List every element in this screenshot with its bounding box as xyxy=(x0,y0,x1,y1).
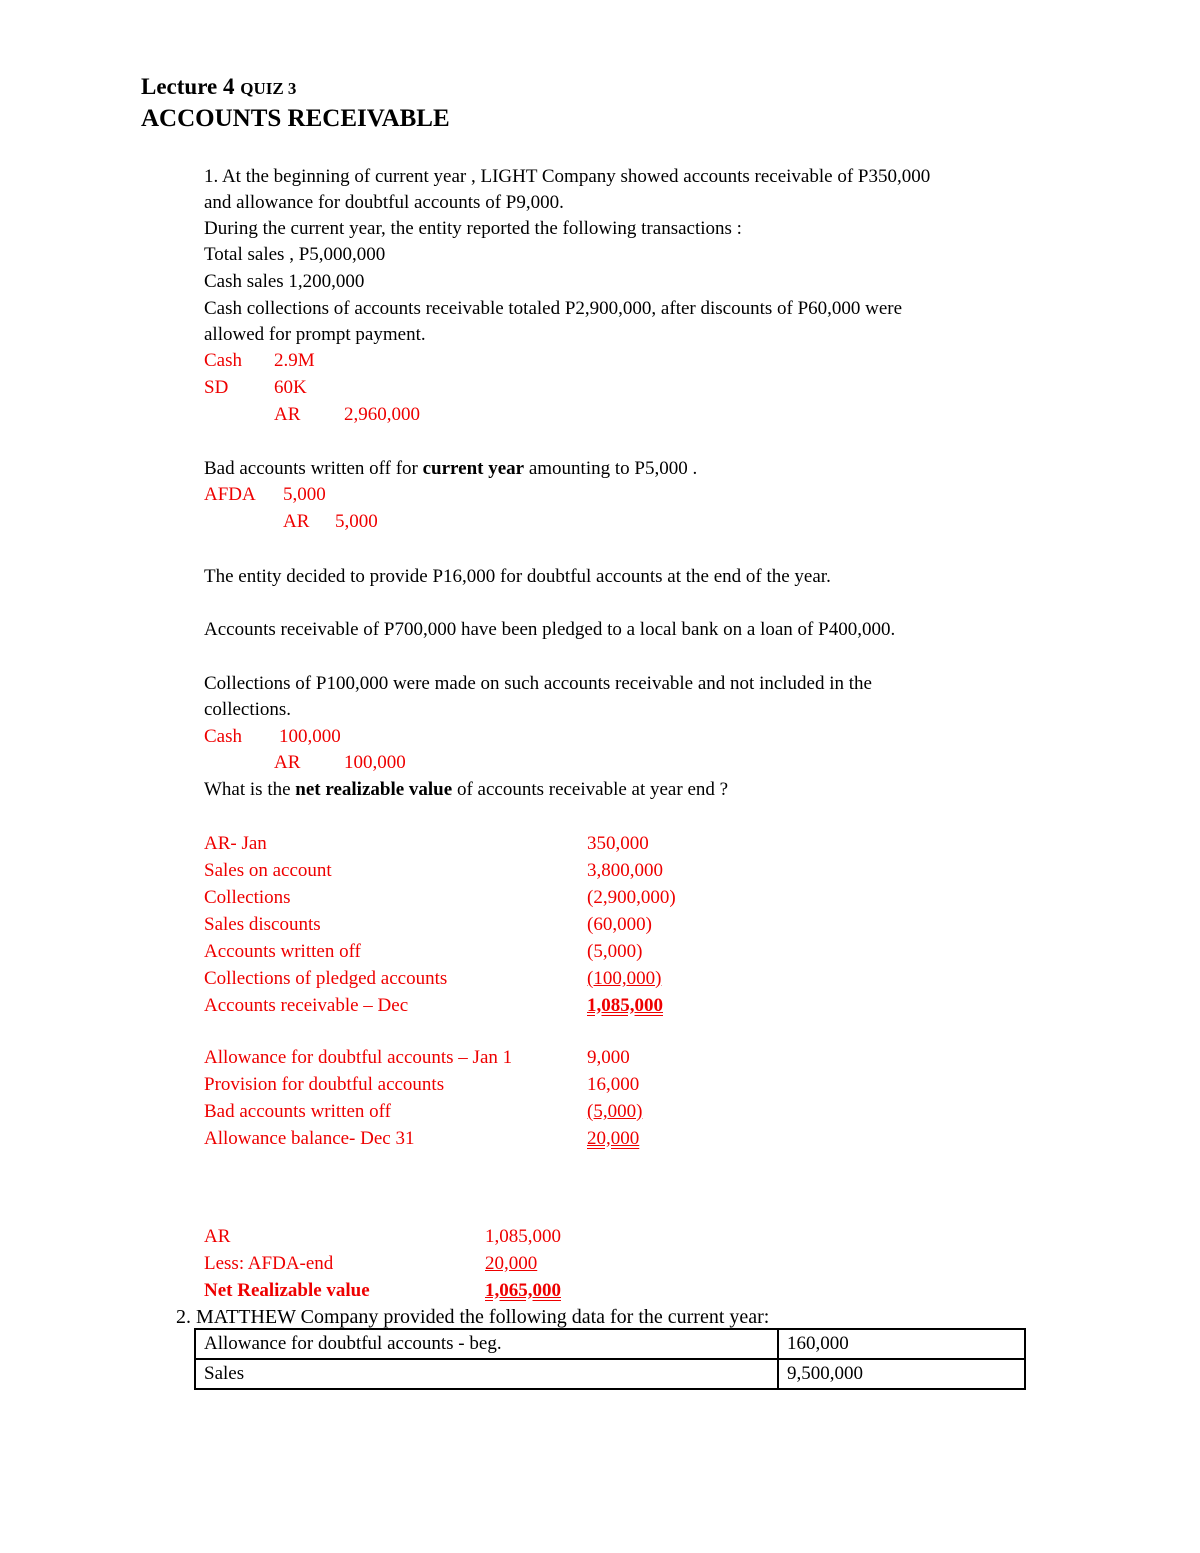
quiz-label: QUIZ 3 xyxy=(240,79,297,98)
entry2-ar-label: AR xyxy=(283,511,310,532)
allowance-schedule-total-value: 20,000 xyxy=(587,1128,640,1149)
question-bold: net realizable value xyxy=(295,779,453,800)
allowance-schedule-label: Provision for doubtful accounts xyxy=(204,1074,445,1095)
nrv-ar-label: AR xyxy=(204,1226,231,1247)
allowance-schedule-value: (5,000) xyxy=(587,1101,643,1122)
entry1-ar-amount: 2,960,000 xyxy=(344,404,420,425)
problem1-collections-line1: Cash collections of accounts receivable totaled P2,900,000, after discounts of P60,000 were xyxy=(204,298,903,319)
entry3-cash-amount: 100,000 xyxy=(279,726,341,747)
ar-schedule-label: Sales discounts xyxy=(204,914,321,935)
allowance-schedule-value: 9,000 xyxy=(587,1047,630,1068)
entry1-ar-label: AR xyxy=(274,404,301,425)
entry3-ar-amount: 100,000 xyxy=(344,752,406,773)
problem1-cash-sales: Cash sales 1,200,000 xyxy=(204,271,365,292)
nrv-total-label: Net Realizable value xyxy=(204,1280,370,1301)
lecture-heading xyxy=(141,76,296,100)
entry1-sd-label: SD xyxy=(204,377,229,398)
problem1-provide: The entity decided to provide P16,000 for doubtful accounts at the end of the year. xyxy=(204,566,831,587)
ar-schedule-total-label: Accounts receivable – Dec xyxy=(204,995,409,1016)
table-row xyxy=(195,1359,1025,1389)
ar-schedule-label: Sales on account xyxy=(204,860,332,881)
problem1-total-sales: Total sales , P5,000,000 xyxy=(204,244,386,265)
ar-schedule-value: (2,900,000) xyxy=(587,887,676,908)
ar-schedule-label: Collections of pledged accounts xyxy=(204,968,448,989)
allowance-schedule-label: Bad accounts written off xyxy=(204,1101,391,1122)
problem1-question xyxy=(204,779,728,801)
entry3-ar-label: AR xyxy=(274,752,301,773)
ar-schedule-value: (60,000) xyxy=(587,914,652,935)
allowance-schedule-total-label: Allowance balance- Dec 31 xyxy=(204,1128,415,1149)
table-cell-label: Allowance for doubtful accounts - beg. xyxy=(195,1329,778,1359)
problem1-collections-line2: allowed for prompt payment. xyxy=(204,324,426,345)
table-row xyxy=(195,1329,1025,1359)
problem1-intro-line2: and allowance for doubtful accounts of P9,000. xyxy=(204,192,564,213)
ar-schedule-total-value: 1,085,000 xyxy=(587,995,663,1016)
question-post: of accounts receivable at year end ? xyxy=(452,779,729,800)
ar-schedule-label: Accounts written off xyxy=(204,941,361,962)
ar-schedule-value: (100,000) xyxy=(587,968,662,989)
bad-accounts-pre: Bad accounts written off for xyxy=(204,458,423,479)
allowance-schedule-label: Allowance for doubtful accounts – Jan 1 xyxy=(204,1047,513,1068)
page-title: ACCOUNTS RECEIVABLE xyxy=(141,105,450,132)
entry3-cash-label: Cash xyxy=(204,726,242,747)
question-pre: What is the xyxy=(204,779,296,800)
problem1-pledged: Accounts receivable of P700,000 have been pledged to a local bank on a loan of P400,000. xyxy=(204,619,896,640)
problem2-table xyxy=(194,1328,1026,1390)
ar-schedule-value: 3,800,000 xyxy=(587,860,663,881)
nrv-ar-value: 1,085,000 xyxy=(485,1226,561,1247)
problem1-bad-accounts xyxy=(204,458,697,480)
entry2-afda-amount: 5,000 xyxy=(283,484,326,505)
entry2-ar-amount: 5,000 xyxy=(335,511,378,532)
entry1-cash-label: Cash xyxy=(204,350,242,371)
nrv-total-value: 1,065,000 xyxy=(485,1280,561,1301)
table-cell-value: 160,000 xyxy=(778,1329,1025,1359)
lecture-label: Lecture 4 xyxy=(141,74,235,99)
ar-schedule-label: Collections xyxy=(204,887,291,908)
ar-schedule-value: 350,000 xyxy=(587,833,649,854)
table-cell-value: 9,500,000 xyxy=(778,1359,1025,1389)
problem1-pledged-collections-line1: Collections of P100,000 were made on such accounts receivable and not included in the xyxy=(204,673,872,694)
nrv-afda-label: Less: AFDA-end xyxy=(204,1253,334,1274)
nrv-afda-value: 20,000 xyxy=(485,1253,538,1274)
bad-accounts-post: amounting to P5,000 . xyxy=(524,458,698,479)
ar-schedule-label: AR- Jan xyxy=(204,833,267,854)
problem1-intro-line1: 1. At the beginning of current year , LIGHT Company showed accounts receivable of P350,000 xyxy=(204,166,931,187)
problem1-pledged-collections-line2: collections. xyxy=(204,699,292,720)
entry1-sd-amount: 60K xyxy=(274,377,307,398)
table-cell-label: Sales xyxy=(195,1359,778,1389)
allowance-schedule-value: 16,000 xyxy=(587,1074,640,1095)
bad-accounts-bold: current year xyxy=(422,458,525,479)
problem2-intro: 2. MATTHEW Company provided the following data for the current year: xyxy=(176,1306,770,1328)
entry2-afda-label: AFDA xyxy=(204,484,256,505)
entry1-cash-amount: 2.9M xyxy=(274,350,315,371)
problem1-during: During the current year, the entity reported the following transactions : xyxy=(204,218,742,239)
ar-schedule-value: (5,000) xyxy=(587,941,643,962)
